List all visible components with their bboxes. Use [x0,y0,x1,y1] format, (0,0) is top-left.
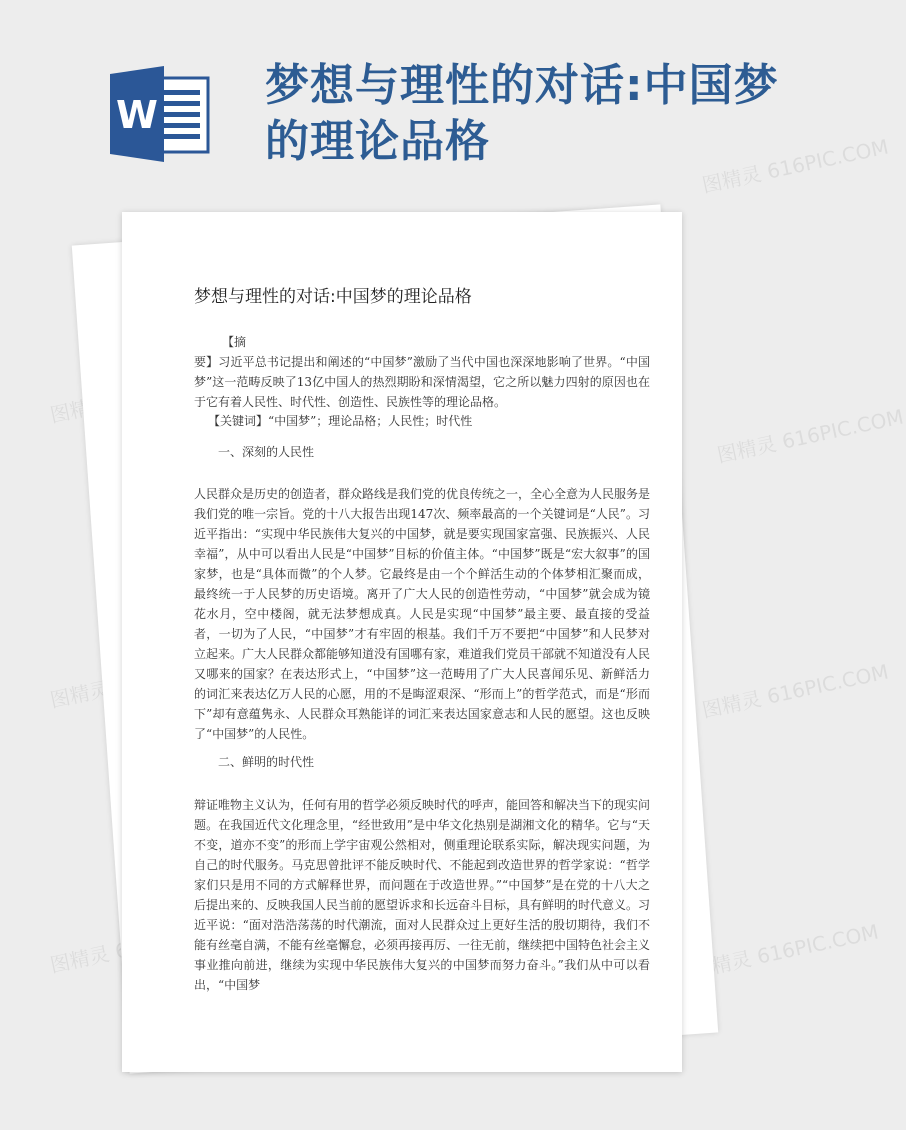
watermark: 图精灵 [47,676,112,713]
hero-header [0,0,800,200]
abstract-text: 要】习近平总书记提出和阐述的“中国梦”激励了当代中国也深深地影响了世界。“中国梦”这一范畴反映了13亿中国人的热烈期盼和深情渴望，它之所以魅力四射的原因也在于它有着人民性、时代性、创造性、民族性等的理论品格。 [194,355,650,409]
section-heading: 一、深刻的人民性 [218,445,315,459]
watermark: 图精灵 616PIC.COM [714,404,906,468]
document-title: 梦想与理性的对话:中国梦的理论品格 [194,287,472,307]
document-page [122,212,682,1072]
word-document-icon [106,64,212,164]
abstract-label: 【摘 [222,335,247,349]
watermark: 图精灵 616PIC.COM [689,919,881,983]
section-body: 辩证唯物主义认为，任何有用的哲学必须反映时代的呼声，能回答和解决当下的现实问题。在我国近代文化理念里，“经世致用”是中华文化热别是湖湘文化的精华。它与“天不变，道亦不变”的形而上学宇宙观公然相对，侧重理论联系实际，解决现实问题，为自己的时代服务。马克思曾批评不能反映时代、不能起到改造世界的哲学家说：“哲学家们只是用不同的方式解释世界，而问题在于改造世界。”“中国梦”是在党的十八大之后提出来的、反映我国人民当前的愿望诉求和长远奋斗目标，具有鲜明的时代意义。习近平说：“面对浩浩荡荡的时代潮流，面对人民群众过上更好生活的殷切期待，我们不能有丝毫自满，不能有丝毫懈怠，必须再接再厉、一往无前，继续把中国特色社会主义事业推向前进，继续为实现中华民族伟大复兴的中国梦而努力奋斗。”我们从中可以看出，“中国梦 [194,798,651,992]
keywords: 【关键词】“中国梦”；理论品格；人民性；时代性 [208,414,473,428]
page-title: 梦想与理性的对话:中国梦的理论品格 [265,60,779,167]
watermark: 图精灵 [47,391,112,428]
svg-text:W: W [116,93,158,137]
watermark: 图精灵 616PIC.COM [699,659,891,723]
section-heading: 二、鲜明的时代性 [218,755,315,769]
section-body: 人民群众是历史的创造者，群众路线是我们党的优良传统之一，全心全意为人民服务是我们党的唯一宗旨。党的十八大报告出现147次、频率最高的一个关键词是“人民”。习近平指出：“实现中华民族伟大复兴的中国梦，就是要实现国家富强、民族振兴、人民幸福”，从中可以看出人民是“中国梦”目标的价值主体。“中国梦”既是“宏大叙事”的国家梦，也是“具体而微”的个人梦。它最终是由一个个鲜活生动的个体梦相汇聚而成，最终统一于人民梦的历史语境。离开了广大人民的创造性劳动，“中国梦”就会成为镜花水月，空中楼阁，就无法梦想成真。人民是实现“中国梦”最主要、最直接的受益者，一切为了人民，“中国梦”才有牢固的根基。我们千万不要把“中国梦”和人民梦对立起来。广大人民群众都能够知道没有国哪有家，难道我们党员干部就不知道没有人民又哪来的国家？在表达形式上，“中国梦”这一范畴用了广大人民喜闻乐见、新鲜活力的词汇来表达亿万人民的心愿，用的不是晦涩艰深、“形而上”的哲学范式，而是“形而下”却有意蕴隽永、人民群众耳熟能详的词汇来表达国家意志和人民的愿望。这也反映了“中国梦”的人民性。 [194,487,651,741]
watermark: 图精灵 [47,941,112,978]
watermark: 图精灵 616PIC.COM [699,134,891,198]
